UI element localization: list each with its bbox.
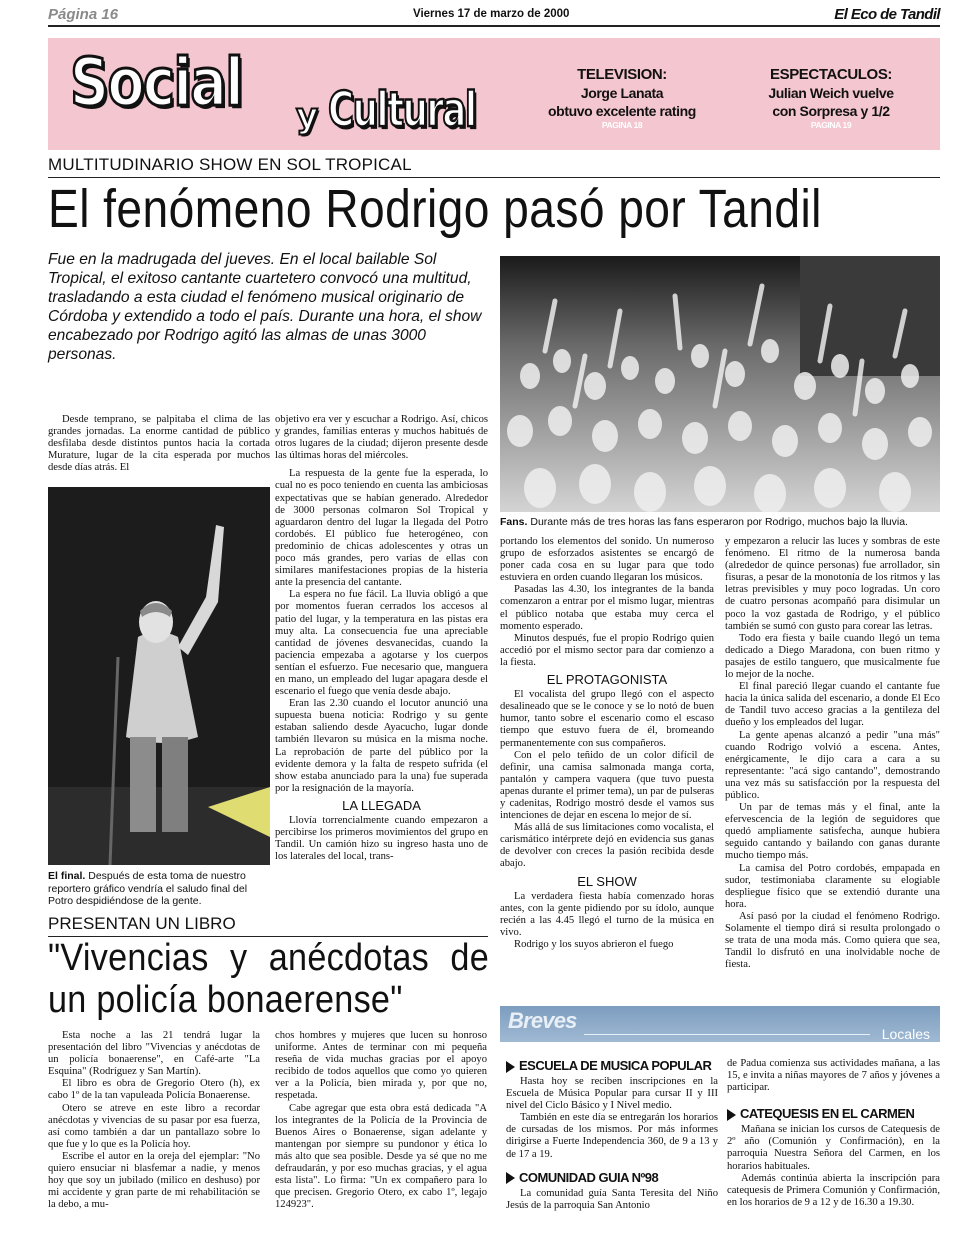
paragraph: Pasadas las 4.30, los integrantes de la banda comenzaron a entrar por el mismo lugar, mientras el público notaba que estaba muy cerca el momento esperado. xyxy=(500,584,714,632)
paragraph: objetivo era ver y escuchar a Rodrigo. Así, chicos y grandes, familias enteras y muchos habitués de otros lugares de la ciudad; dijeron presente desde las últimas horas del miércoles. xyxy=(275,414,488,462)
paragraph: de Padua comienza sus actividades mañana, a las 15, e invita a niñas mayores de 7 años y jóvenes a participar. xyxy=(727,1058,940,1094)
crowd-photo-illustration xyxy=(500,256,940,512)
photo-fans-caption-lead: Fans. xyxy=(500,516,528,528)
paragraph: Otero se atreve en este libro a recordar anécdotas y vivencias de su pasar por esa fuerza, así como también a dar un pantallazo sobre lo que fue y lo que es la Policía hoy. xyxy=(48,1102,260,1150)
teaser-television-line2: obtuvo excelente rating xyxy=(548,103,696,119)
newspaper-name: El Eco de Tandil xyxy=(834,6,940,23)
paragraph: Cabe agregar que esta obra está dedicada "A los integrantes de la Policía de la Provincia de Buenos Aires o Bonaerense, sigan adelante y mantengan por siempre su pundonor y ética lo más alto que sea posible. Desde ya sé que no me defraudarán, y por eso muchas gracias, y el agua esta lista". Lo firma: "Un ex compañero para lo que precisen. Gregorio Otero, ex cabo 1º, legajo 124923". xyxy=(275,1102,487,1211)
triangle-bullet-icon xyxy=(506,1172,515,1184)
breves-banner xyxy=(500,1006,940,1042)
teaser-espectaculos-page: PAGINA 19 xyxy=(810,120,852,130)
photo-fans xyxy=(500,256,940,512)
teaser-television-page: PAGINA 18 xyxy=(601,120,643,130)
book-column-1 xyxy=(48,1030,260,1211)
breve-title xyxy=(506,1058,718,1073)
teaser-espectaculos-kicker: ESPECTACULOS: xyxy=(769,66,893,83)
book-column-2 xyxy=(275,1030,487,1211)
paragraph: Hasta hoy se reciben inscripciones en la Escuela de Música Popular para cursar II y III nivel del Ciclo Básico y I Nivel medio. xyxy=(506,1076,718,1112)
paragraph: El libro es obra de Gregorio Otero (h), ex cabo 1º de la tan vapuleada Policía Bonaerense. xyxy=(48,1078,260,1102)
paragraph: Desde temprano, se palpitaba el clima de las grandes jornadas. La enorme cantidad de público desfilaba desde distintos puntos hacia la cortada Murature, lugar de la cita esperada por muchos desde días atrás. El xyxy=(48,414,270,474)
breve-item-comunidad-guia xyxy=(506,1170,718,1212)
breve-title-text: COMUNIDAD GUIA Nº98 xyxy=(519,1169,659,1185)
photo-final xyxy=(48,487,270,865)
paragraph: Más allá de sus limitaciones como vocalista, el carismático intérprete dejó en evidencia sus ganas de devolver con creces la pasión recibida desde abajo. xyxy=(500,822,714,870)
paragraph: La gente apenas alcanzó a pedir "una más" cuando Rodrigo volvió a escena. Antes, enérgicamente, le dijo cara a cara a su representante: "acá sigo cantando", demostrando una vez más su satisfacción por la respuesta del público. xyxy=(725,729,940,801)
paragraph: El vocalista del grupo llegó con el aspecto desalineado que se le conoce y se lo notó de buen humor, tanto sobre el escenario como el escaso tiempo que estuvo fuera de él, bromeando permanentemente con sus compañeros. xyxy=(500,689,714,749)
paragraph: Llovía torrencialmente cuando empezaron a percibirse los primeros movimientos del grupo en Tandil. Un camión hizo su ingreso hasta uno de los laterales del local, trans- xyxy=(275,815,488,863)
teaser-espectaculos[interactable] xyxy=(736,66,926,131)
breves-title: Breves xyxy=(508,1008,577,1033)
page-date: Viernes 17 de marzo de 2000 xyxy=(413,8,570,20)
header-rule xyxy=(48,25,940,27)
paragraph: Mañana se inician los cursos de Catequesis de 2º año (Comunión y Confirmación), en la parroquia Nuestra Señora del Carmen, en los horarios habituales. xyxy=(727,1124,940,1172)
photo-fans-caption xyxy=(500,516,940,529)
paragraph: y empezaron a relucir las luces y sombras de este fenómeno. El ritmo de la numerosa banda (alrededor de quince personas) fue arrollador, sin fisuras, a pesar de la monotonía de los ritmos y las letras previsibles y muy poco logradas. Un coro de cuatro personas acompañó para disimular un poco la voz gastada de Rodrigo, y el público también se sumó con gusto para corear las letras. xyxy=(725,536,940,632)
subhead-el-protagonista: EL PROTAGONISTA xyxy=(546,672,668,688)
photo-final-caption-text: Después de esta toma de nuestro reportero gráfico vendría el saludo final del Potro despidiéndose de la gente. xyxy=(48,870,248,907)
teaser-television[interactable] xyxy=(518,66,726,131)
paragraph: Eran las 2.30 cuando el locutor anunció una supuesta buena noticia: Rodrigo y su gente estaban saliendo desde Ayacucho, lugar donde también llevaron su música en la misma noche. La reprobación de parte del público por la evidente demora y la falta de respeto sufrida (el show estaba anunciado para la una) fue superada por la resignación de la mayoría. xyxy=(275,698,488,794)
page-number: Página 16 xyxy=(48,6,119,23)
article-column-1 xyxy=(48,414,270,474)
breve-title-text: ESCUELA DE MUSICA POPULAR xyxy=(519,1058,712,1073)
teaser-television-kicker: TELEVISION: xyxy=(577,66,667,83)
breve-title-text: CATEQUESIS EN EL CARMEN xyxy=(740,1106,915,1122)
teaser-espectaculos-line2: con Sorpresa y 1/2 xyxy=(772,103,890,119)
article-lead: Fue en la madrugada del jueves. En el local bailable Sol Tropical, el exitoso cantante cuartetero convocó una multitud, trasladando a esta ciudad el fenómeno musical originario de Córdoba y extendido a todo el país. Durante una hora, el show encabezado por Rodrigo agitó las almas de unas 3000 personas. xyxy=(48,251,482,364)
breves-tag: Locales xyxy=(881,1026,930,1042)
paragraph: La camisa del Potro cordobés, empapada en sudor, testimoniaba claramente su elogiable despliegue físico que se extendió durante una hora. xyxy=(725,862,940,910)
singer-photo-illustration xyxy=(48,487,270,865)
paragraph: El final pareció llegar cuando el cantante fue hacia la única salida del escenario, a donde El Eco de Tandil tuvo acceso gracias a la gentileza del dueño y los empleados del lugar. xyxy=(725,681,940,729)
subhead-el-show: EL SHOW xyxy=(577,873,637,889)
paragraph: Así pasó por la ciudad el fenómeno Rodrigo. Solamente el tiempo dirá si resulta prolongado o se trata de una moda más. Como quiera que sea, Tandil lo disfrutó en una inolvidable noche de fiesta. xyxy=(725,910,940,971)
paragraph: La espera no fue fácil. La lluvia obligó a que por momentos fueran cerrados los accesos al patio del lugar, y la temperatura en las pistas era muy alta. La consecuencia fue una apreciable cantidad de jóvenes desvanecidas, cuando la paciencia empezaba a agotarse y los cuerpos sentían el esfuerzo. Fue necesario que, manguera en mano, un empleado del lugar apagara desde el escenario el fuego que venía desde abajo. xyxy=(275,589,488,698)
paragraph: Escribe el autor en la oreja del ejemplar: "No quiero ensuciar ni blasfemar a nadie, y menos hoy que soy un jubilado (milico en deshuso) por mi accidente y gran parte de mi rehabilitación se la debo, a mu- xyxy=(48,1150,260,1211)
paragraph: Rodrigo y los suyos abrieron el fuego xyxy=(514,939,674,950)
photo-fans-caption-text: Durante más de tres horas las fans esperaron por Rodrigo, muchos bajo la lluvia. xyxy=(527,516,908,528)
breves-banner-rule xyxy=(584,1034,870,1035)
breves-column-1 xyxy=(506,1058,718,1212)
section-banner xyxy=(48,38,940,150)
paragraph: portando los elementos del sonido. Un numeroso grupo de esforzados asistentes se encargó de poner cada cosa en su lugar para que todo estuviera en orden cuando llegaran los músicos. xyxy=(500,536,714,584)
paragraph: También en este día se entregarán los horarios de cursadas de los mismos. Por más informes dirigirse a Fuerte Independencia 360, de 9 a 13 y de 17 a 19. xyxy=(506,1112,718,1160)
subhead-la-llegada: LA LLEGADA xyxy=(342,797,421,813)
paragraph: Esta noche a las 21 tendrá lugar la presentación del libro "Vivencias y anécdotas de un policía bonaerense", en Café-arte "La Esquina" (Rodríguez y San Martín). xyxy=(48,1030,260,1078)
paragraph: La comunidad guía Santa Teresita del Niño Jesús de la parroquia San Antonio xyxy=(506,1187,718,1211)
paragraph: Con el pelo teñido de un color difícil de definir, una camisa salmonada manga corta, pantalón y campera vaquera (que tuvo puesta apenas durante el primer tema), un par de pulseras y cadenitas, Rodrigo mostró desde el vamos sus intenciones de dejar en escena lo mejor de sí. xyxy=(500,749,714,822)
teaser-espectaculos-line1: Julian Weich vuelve xyxy=(768,85,894,101)
teaser-television-line1: Jorge Lanata xyxy=(580,85,664,101)
article-headline: El fenómeno Rodrigo pasó por Tandil xyxy=(48,179,822,239)
paragraph: La verdadera fiesta había comenzado horas antes, con la gente pidiendo por su ídolo, aunque recién a las 4.45 llegó el turno de la música en vivo. xyxy=(500,890,714,938)
triangle-bullet-icon xyxy=(727,1109,736,1121)
section-title-social: Social xyxy=(70,44,243,121)
paragraph: Minutos después, fue el propio Rodrigo quien accedió por el mismo sector para dar comienzo a la fiesta. xyxy=(500,632,714,668)
paragraph: Todo era fiesta y baile cuando llegó un tema dedicado a Diego Maradona, con buen ritmo y pasajes de estilo tanguero, que musicalmente fue lo mejor de la noche. xyxy=(725,632,940,681)
article-column-3 xyxy=(500,536,714,951)
book-headline: "Vivencias y anécdotas de un policía bonaerense" xyxy=(48,937,489,1021)
article-column-4 xyxy=(725,536,940,971)
paragraph: Un par de temas más y el final, ante la efervescencia de la legión de seguidores que quedó ampliamente satisfecha, aunque hubiera seguido cantando y bailando con ganas durante mucho tiempo más. xyxy=(725,802,940,862)
paragraph: Además continúa abierta la inscripción para catequesis de Primera Comunión y Confirmación, en los horarios de 9 a 12 y de 16.30 a 19.30. xyxy=(727,1172,940,1208)
photo-final-caption xyxy=(48,870,270,908)
section-title-cultural: Cultural xyxy=(328,82,476,138)
paragraph: chos hombres y mujeres que lucen su honroso uniforme. Antes de terminar con mi pequeña reseña de vida muchas gracias por el apoyo recibido de todos aquellos que como yo quieren ver a la Policía, bien mirada y, por que no, respetada. xyxy=(275,1030,487,1102)
book-kicker: PRESENTAN UN LIBRO xyxy=(48,914,236,933)
triangle-bullet-icon xyxy=(506,1061,515,1073)
article-kicker: MULTITUDINARIO SHOW EN SOL TROPICAL xyxy=(48,155,412,174)
article-column-2 xyxy=(275,414,488,863)
breve-title xyxy=(506,1170,718,1185)
breve-item-escuela-musica xyxy=(506,1058,718,1161)
breves-column-2 xyxy=(727,1058,940,1209)
breve-title xyxy=(727,1106,940,1121)
paragraph: La respuesta de la gente fue la esperada, lo cual no es poco teniendo en cuenta las ambiciosas expectativas que se habían generado. Alrededor de 3000 personas colmaron Sol Tropical y aguardaron dentro del lugar la llegada del Potro cordobés. El público fue heterogéneo, con predominio de chicas adolescentes y otras un poco más grandes, pero varias de ellas con similares manifestaciones propias de la histeria ante la presencia del cantante. xyxy=(275,468,488,589)
photo-final-caption-lead: El final. xyxy=(48,870,86,882)
page-header xyxy=(48,4,940,24)
section-title-y: y xyxy=(296,96,319,136)
breve-item-catequesis xyxy=(727,1106,940,1209)
